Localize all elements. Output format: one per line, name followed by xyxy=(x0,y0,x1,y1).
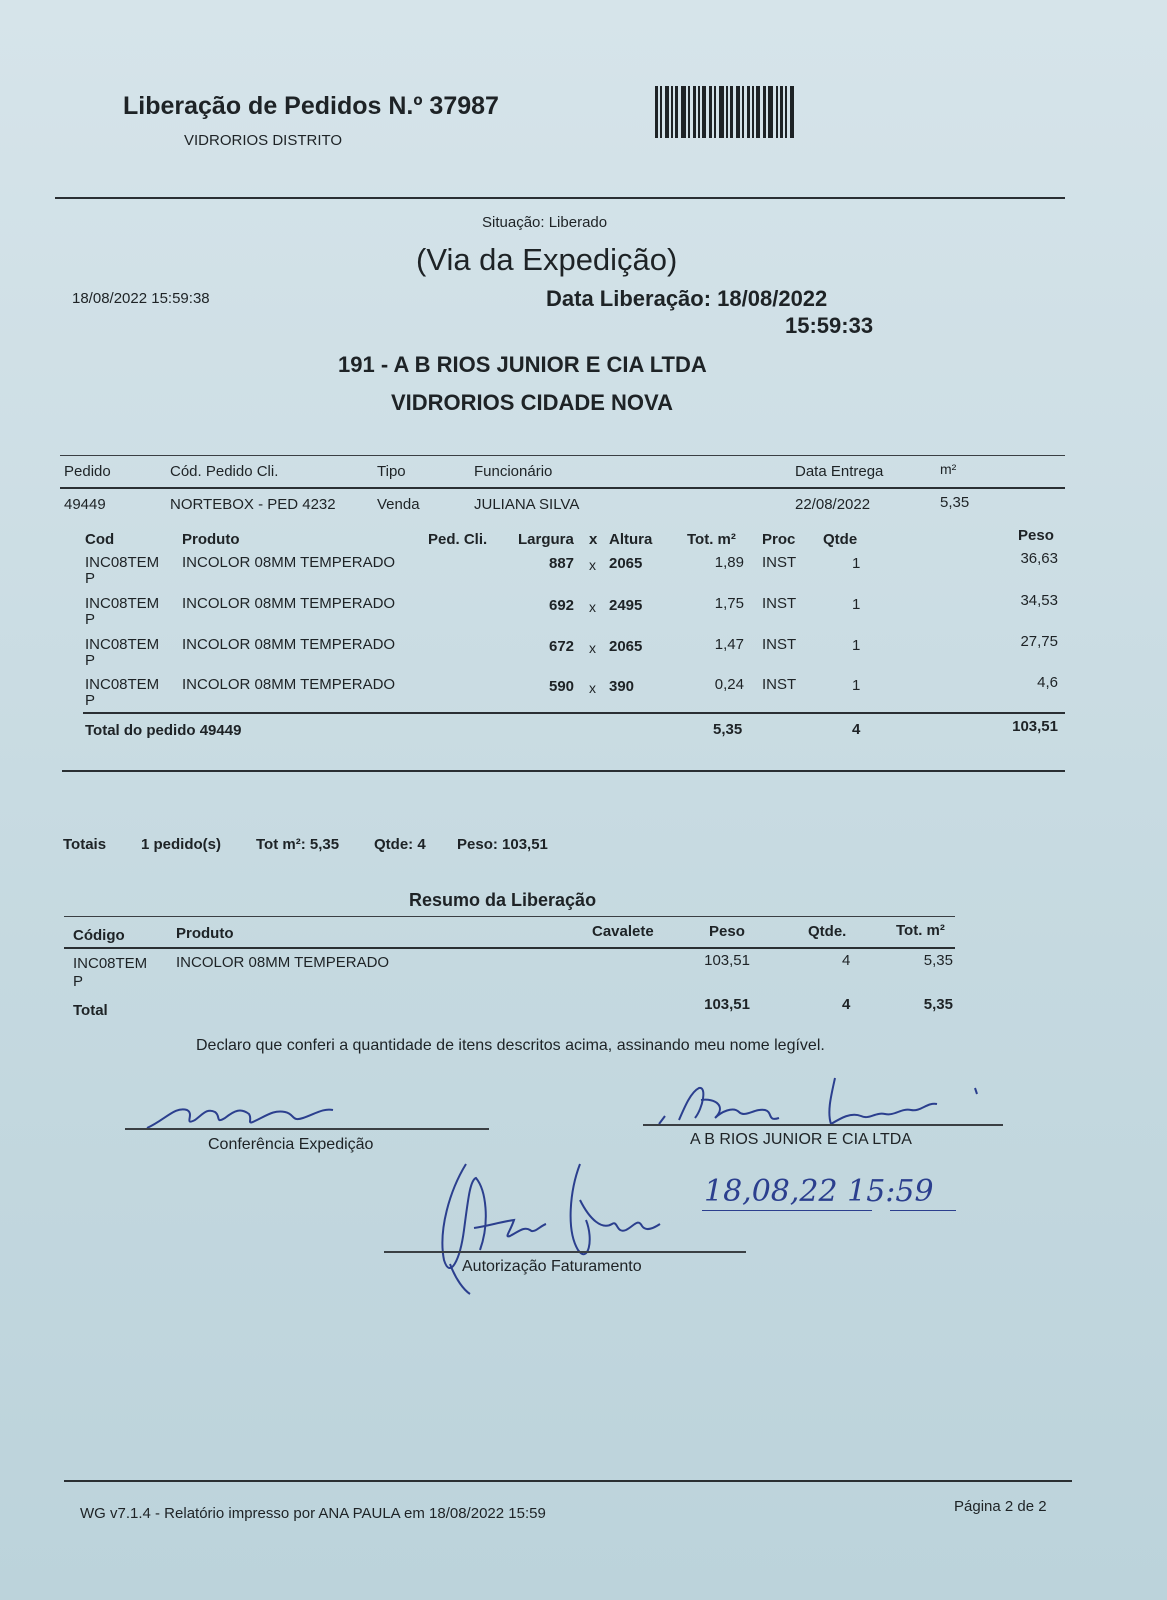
summary-row-weight: 103,51 xyxy=(704,952,750,969)
item-qtde: 1 xyxy=(852,555,861,572)
items-col-altura: Altura xyxy=(609,531,653,548)
release-date: Data Liberação: 18/08/2022 xyxy=(546,286,828,311)
printed-datetime: 18/08/2022 15:59:38 xyxy=(72,290,210,307)
summary-top-rule xyxy=(64,916,955,917)
items-col-pedcli: Ped. Cli. xyxy=(428,531,488,548)
totals-label: Totais xyxy=(63,836,107,853)
summary-total-totm2: 5,35 xyxy=(923,996,953,1013)
item-height: 2065 xyxy=(609,555,643,572)
summary-total-label: Total xyxy=(73,1002,108,1019)
col-m2: m² xyxy=(940,461,957,477)
item-height: 2495 xyxy=(609,597,643,614)
header-divider xyxy=(55,197,1065,199)
item-proc: INST xyxy=(762,636,797,653)
order-total-rule xyxy=(83,712,1065,714)
item-totm2: 1,47 xyxy=(714,636,744,653)
signature-label-center: Autorização Faturamento xyxy=(462,1258,642,1275)
order-client-code: NORTEBOX - PED 4232 xyxy=(170,496,336,513)
via-title: (Via da Expedição) xyxy=(416,242,678,277)
release-time: 15:59:33 xyxy=(785,313,874,338)
handwritten-date-underline xyxy=(702,1210,872,1211)
signature-expedicao xyxy=(145,1098,345,1132)
item-qtde: 1 xyxy=(852,677,861,694)
item-times: x xyxy=(589,557,596,573)
col-cod-pedido-cli: Cód. Pedido Cli. xyxy=(170,463,279,480)
declaration-text: Declaro que conferi a quantidade de itens descritos acima, assinando meu nome legível. xyxy=(196,1037,825,1054)
totals-m2: Tot m²: 5,35 xyxy=(256,836,340,853)
item-cod-suffix: P xyxy=(85,692,96,709)
item-width: 692 xyxy=(549,597,575,614)
item-weight: 4,6 xyxy=(1037,674,1058,691)
barcode xyxy=(655,86,831,138)
col-tipo: Tipo xyxy=(377,463,406,480)
item-product: INCOLOR 08MM TEMPERADO xyxy=(182,595,396,612)
summary-title: Resumo da Liberação xyxy=(409,890,597,910)
order-total-label: Total do pedido 49449 xyxy=(85,722,242,739)
client-name: 191 - A B RIOS JUNIOR E CIA LTDA xyxy=(338,352,707,377)
col-data-entrega: Data Entrega xyxy=(795,463,884,480)
signature-client xyxy=(655,1072,995,1132)
handwritten-date: 18,08,22 15:59 xyxy=(704,1174,934,1209)
item-cod: INC08TEM xyxy=(85,676,160,693)
item-totm2: 1,75 xyxy=(714,595,744,612)
items-col-totm2: Tot. m² xyxy=(687,531,736,548)
status-text: Situação: Liberado xyxy=(482,214,608,231)
summary-row-product: INCOLOR 08MM TEMPERADO xyxy=(176,954,390,971)
order-total-qtde: 4 xyxy=(852,721,861,738)
item-product: INCOLOR 08MM TEMPERADO xyxy=(182,554,396,571)
item-times: x xyxy=(589,599,596,615)
item-height: 390 xyxy=(609,678,635,695)
signature-label-left: Conferência Expedição xyxy=(208,1136,374,1153)
barcode-graphic xyxy=(655,86,831,138)
section-divider xyxy=(62,770,1065,772)
signature-line-left xyxy=(125,1128,489,1130)
item-qtde: 1 xyxy=(852,596,861,613)
items-col-qtde: Qtde xyxy=(823,531,858,548)
summary-total-qtde: 4 xyxy=(842,996,851,1013)
item-cod-suffix: P xyxy=(85,652,96,669)
summary-col-cavalete: Cavalete xyxy=(592,923,654,940)
client-branch: VIDRORIOS CIDADE NOVA xyxy=(391,390,673,415)
item-totm2: 0,24 xyxy=(714,676,744,693)
item-cod-suffix: P xyxy=(85,611,96,628)
item-qtde: 1 xyxy=(852,637,861,654)
items-col-peso: Peso xyxy=(1018,527,1054,544)
order-m2: 5,35 xyxy=(940,494,970,511)
item-cod: INC08TEM xyxy=(85,595,160,612)
signature-line-right xyxy=(643,1124,1003,1126)
order-delivery-date: 22/08/2022 xyxy=(795,496,871,513)
signature-line-center xyxy=(384,1251,746,1253)
order-type: Venda xyxy=(377,496,420,513)
order-total-weight: 103,51 xyxy=(1012,718,1058,735)
items-col-largura: Largura xyxy=(518,531,574,548)
item-cod: INC08TEM xyxy=(85,636,160,653)
order-employee: JULIANA SILVA xyxy=(474,496,580,513)
item-product: INCOLOR 08MM TEMPERADO xyxy=(182,676,396,693)
footer-divider xyxy=(64,1480,1072,1482)
item-proc: INST xyxy=(762,554,797,571)
signature-label-right: A B RIOS JUNIOR E CIA LTDA xyxy=(690,1131,912,1148)
totals-orders: 1 pedido(s) xyxy=(141,836,222,853)
item-width: 887 xyxy=(549,555,575,572)
item-times: x xyxy=(589,680,596,696)
summary-row-qtde: 4 xyxy=(842,952,851,969)
item-times: x xyxy=(589,640,596,656)
summary-col-produto: Produto xyxy=(176,925,234,942)
handwritten-time-underline xyxy=(890,1210,956,1211)
item-proc: INST xyxy=(762,676,797,693)
item-width: 590 xyxy=(549,678,575,695)
col-pedido: Pedido xyxy=(64,463,111,480)
item-weight: 34,53 xyxy=(1020,592,1058,609)
summary-col-totm2: Tot. m² xyxy=(896,922,945,939)
summary-col-qtde: Qtde. xyxy=(808,923,847,940)
document-title: Liberação de Pedidos N.º 37987 xyxy=(123,92,499,120)
item-totm2: 1,89 xyxy=(714,554,744,571)
order-header-top-rule xyxy=(60,455,1065,456)
totals-qtde: Qtde: 4 xyxy=(374,836,426,853)
item-height: 2065 xyxy=(609,638,643,655)
item-product: INCOLOR 08MM TEMPERADO xyxy=(182,636,396,653)
item-weight: 36,63 xyxy=(1020,550,1058,567)
order-header-bottom-rule xyxy=(60,487,1065,489)
page-number: Página 2 de 2 xyxy=(954,1498,1047,1515)
summary-row-cod: INC08TEM xyxy=(73,955,148,972)
items-col-produto: Produto xyxy=(182,531,240,548)
summary-row-totm2: 5,35 xyxy=(923,952,953,969)
summary-row-cod-suffix: P xyxy=(73,973,84,990)
col-funcionario: Funcionário xyxy=(474,463,553,480)
item-cod: INC08TEM xyxy=(85,554,160,571)
company-name: VIDRORIOS DISTRITO xyxy=(184,132,343,149)
footer-print-info: WG v7.1.4 - Relatório impresso por ANA PAULA em 18/08/2022 15:59 xyxy=(80,1505,546,1522)
summary-col-peso: Peso xyxy=(709,923,745,940)
summary-col-codigo: Código xyxy=(73,927,125,944)
item-width: 672 xyxy=(549,638,575,655)
item-cod-suffix: P xyxy=(85,570,96,587)
order-number: 49449 xyxy=(64,496,106,513)
items-col-x: x xyxy=(589,531,598,548)
items-col-proc: Proc xyxy=(762,531,796,548)
items-col-cod: Cod xyxy=(85,531,115,548)
summary-total-weight: 103,51 xyxy=(704,996,750,1013)
item-weight: 27,75 xyxy=(1020,633,1058,650)
order-total-m2: 5,35 xyxy=(713,721,743,738)
summary-header-rule xyxy=(64,947,955,949)
item-proc: INST xyxy=(762,595,797,612)
totals-weight: Peso: 103,51 xyxy=(457,836,548,853)
